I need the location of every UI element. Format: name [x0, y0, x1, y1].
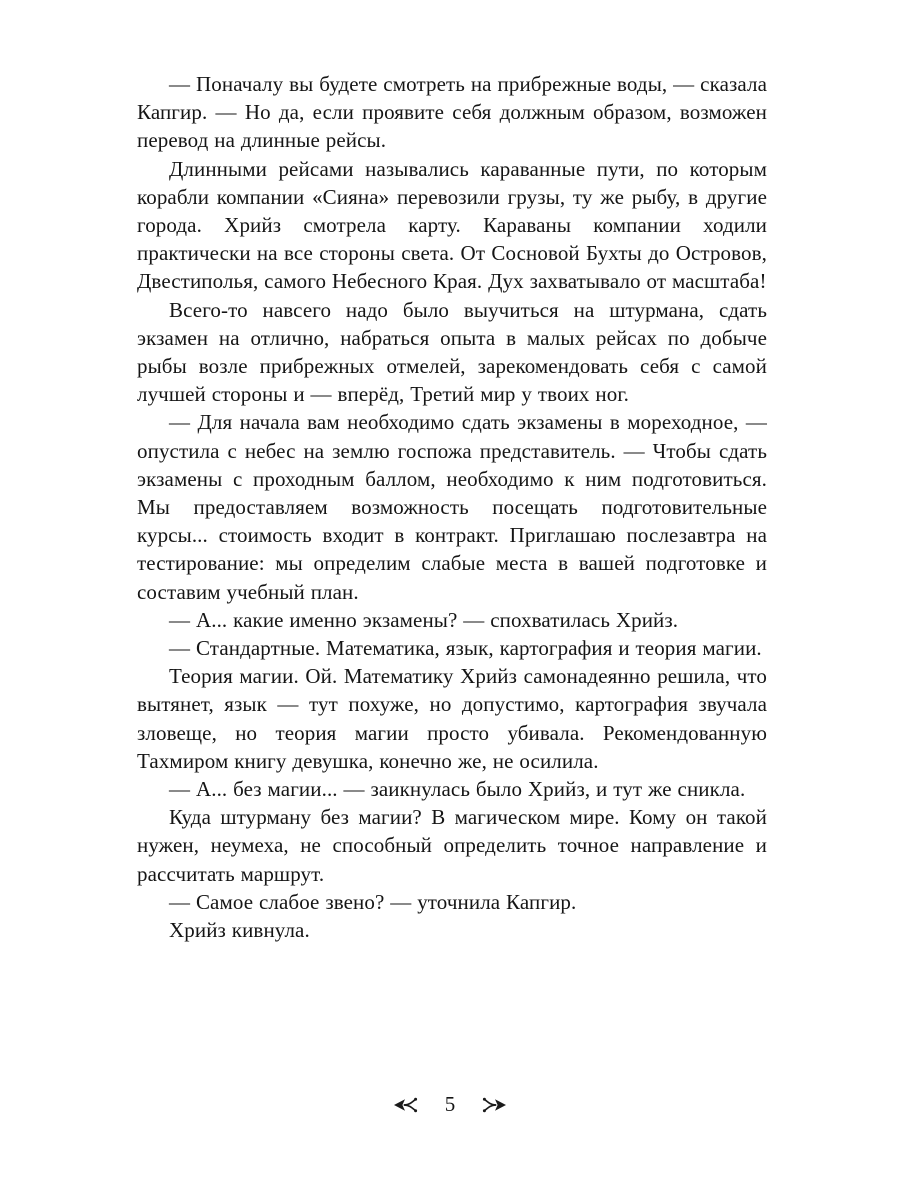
- paragraph-dialogue-6: — Самое слабое звено? — уточнила Капгир.: [169, 889, 577, 914]
- paragraph-dialogue-3: — А... какие именно экзамены? — спохватилась Хрийз.: [169, 607, 679, 632]
- paragraph-dialogue-4: — Стандартные. Математика, язык, картография и теория магии.: [169, 636, 762, 661]
- paragraph-narrative-5: Хрийз кивнула.: [169, 918, 310, 943]
- page-footer: [0, 1092, 900, 1117]
- paragraph-narrative-1: Длинными рейсами назывались караванные пути, по которым корабли компании «Сияна» перевозили грузы, ту же рыбу, в другие города. Хрийз смотрела карту. Караваны компании ходили практически на все стороны света. От Сосновой Бухты до Островов, Двестиполья, самого Небесного Края. Дух захватывало от масштаба!: [137, 156, 767, 294]
- paragraph-narrative-2: Всего-то навсего надо было выучиться на штурмана, сдать экзамен на отлично, набраться опыта в малых рейсах по добыче рыбы возле прибрежных отмелей, зарекомендовать себя с самой лучшей стороны и — вперёд, Третий мир у твоих ног.: [137, 297, 767, 407]
- paragraph-dialogue-5: — А... без магии... — заикнулась было Хрийз, и тут же сникла.: [169, 777, 746, 802]
- paragraph-narrative-3: Теория магии. Ой. Математику Хрийз самонадеянно решила, что вытянет, язык — тут похуже, но допустимо, картография звучала зловеще, но теория магии просто убивала. Рекомендованную Тахмиром книгу девушка, конечно же, не осилила.: [137, 664, 767, 773]
- paragraph-dialogue-1: — Поначалу вы будете смотреть на прибрежные воды, — сказала Капгир. — Но да, если проявите себя должным образом, возможен перевод на длинные рейсы.: [137, 72, 767, 153]
- page-number: 5: [444, 1092, 456, 1116]
- fleuron-right-icon: [481, 1093, 507, 1117]
- paragraph-dialogue-2: — Для начала вам необходимо сдать экзамены в мореходное, — опустила с небес на землю госпожа представитель. — Чтобы сдать экзамены с проходным баллом, необходимо к ним подготовиться. Мы предоставляем возможность посещать подготовительные курсы... стоимость входит в контракт. Приглашаю послезавтра на тестирование: мы определим слабые места в вашей подготовке и составим учебный план.: [137, 410, 767, 604]
- fleuron-left-icon: [393, 1093, 419, 1117]
- paragraph-narrative-4: Куда штурману без магии? В магическом мире. Кому он такой нужен, неумеха, не способный определить точное направление и рассчитать маршрут.: [137, 805, 767, 886]
- page-text-block: [137, 70, 767, 944]
